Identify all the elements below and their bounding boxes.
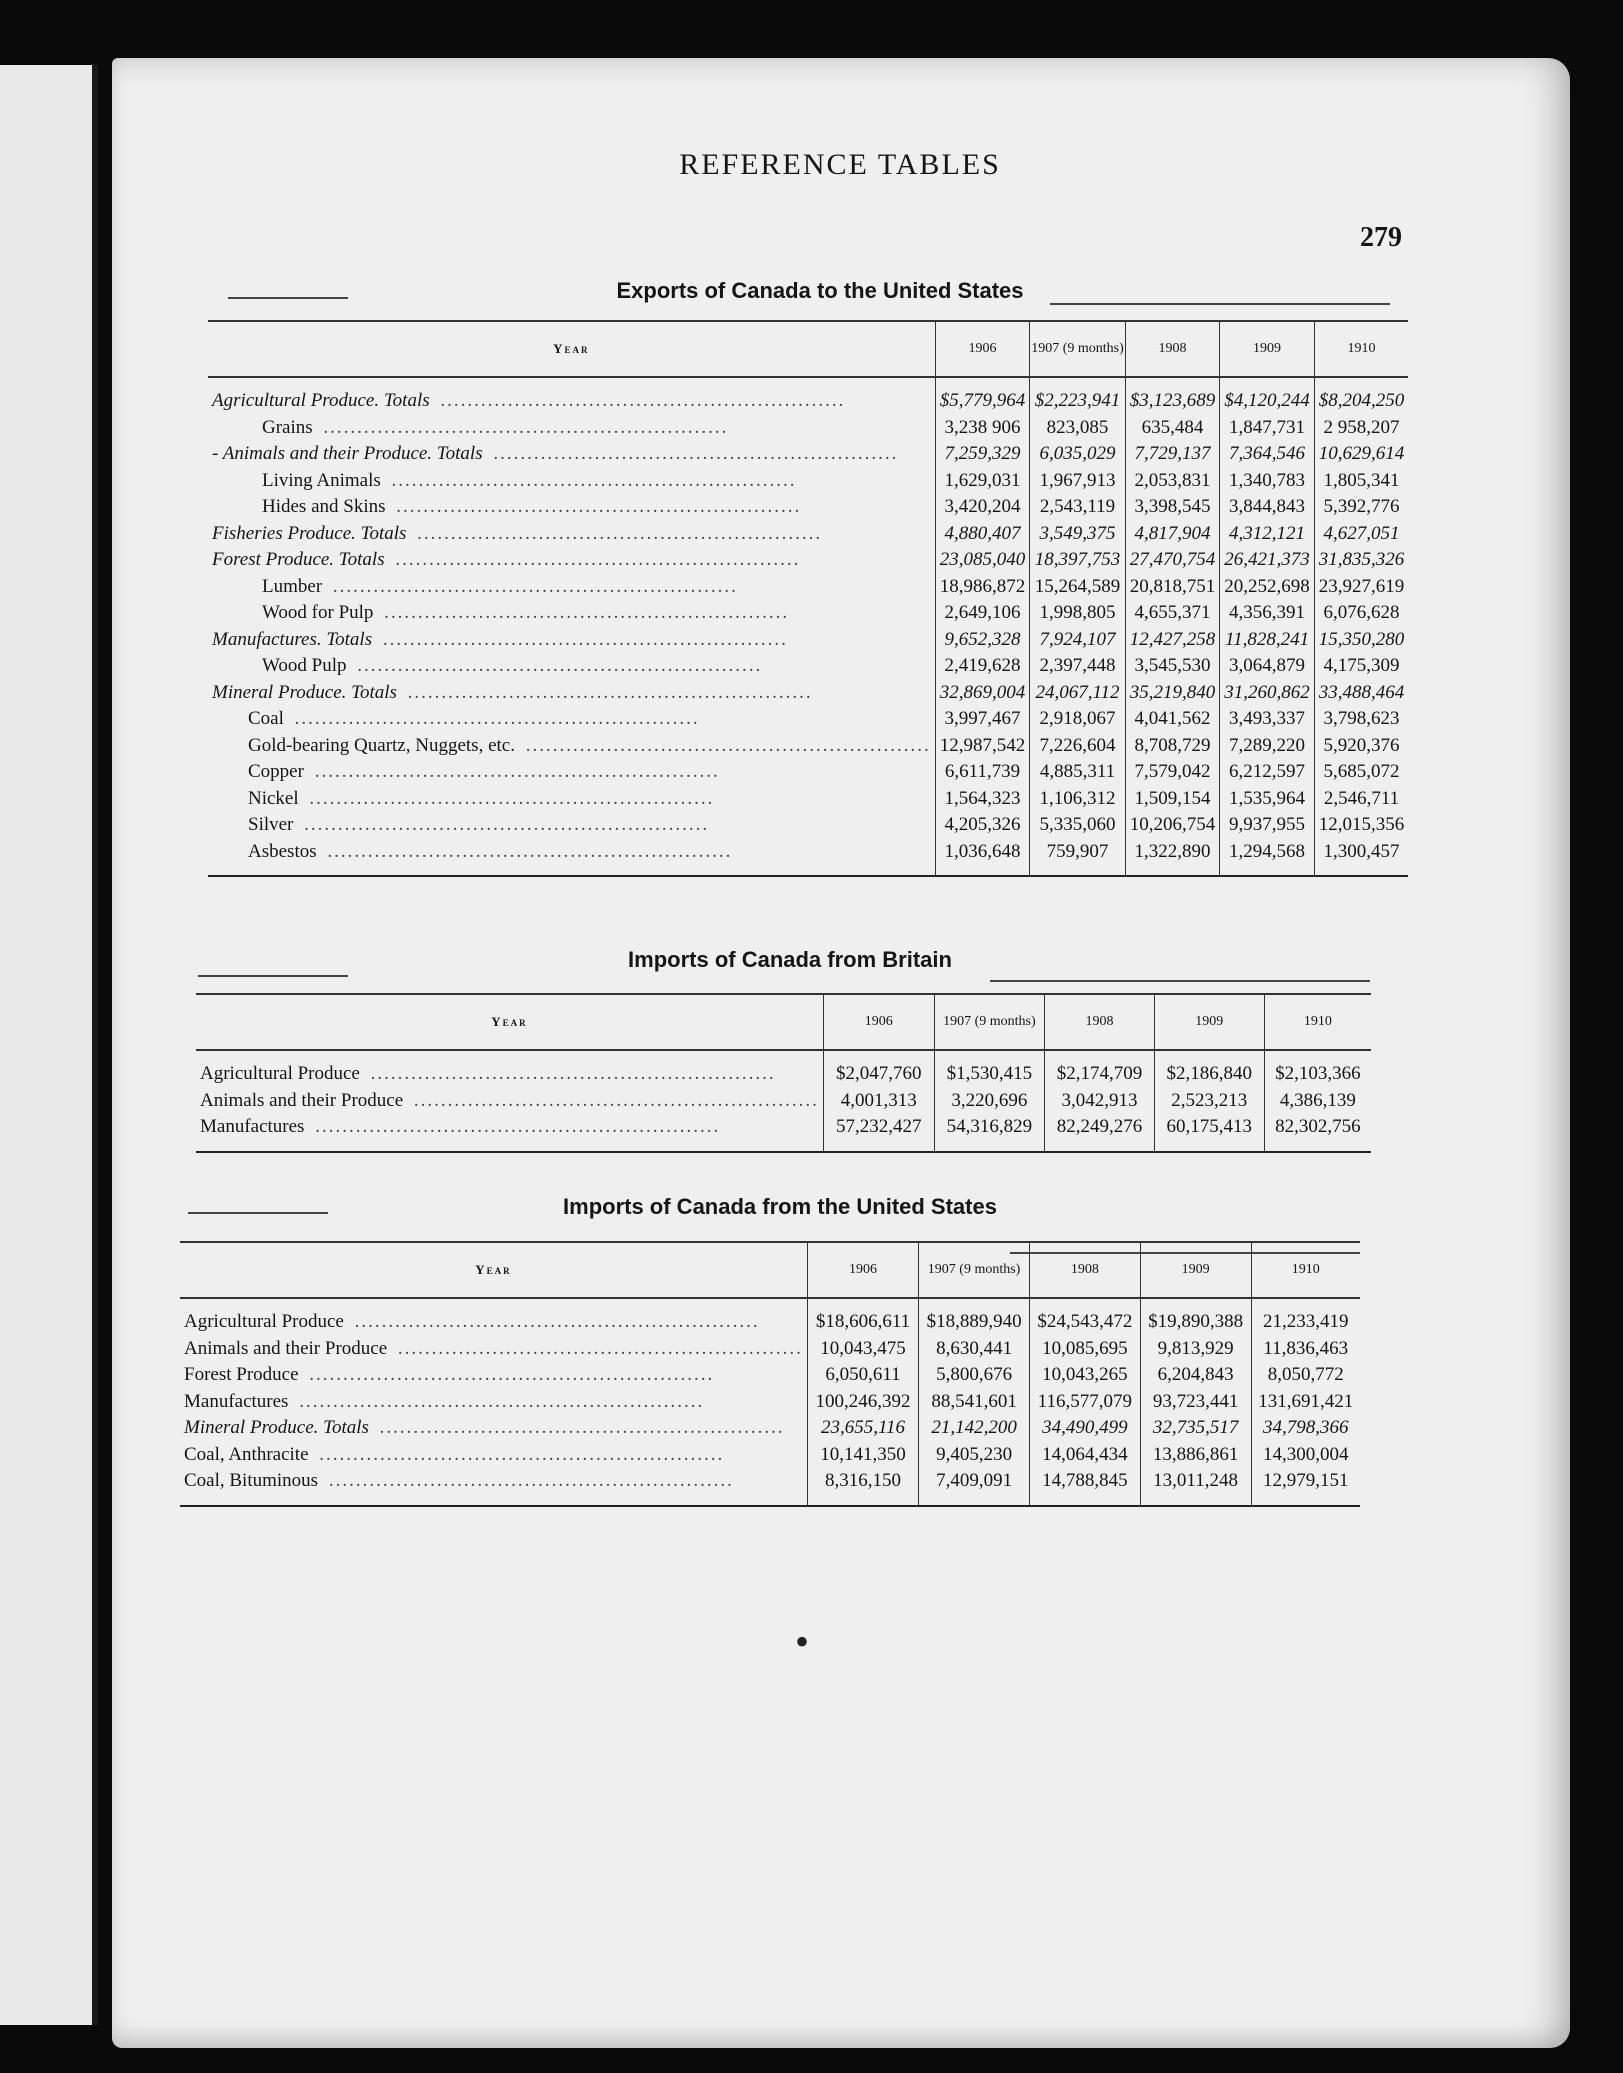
column-header: 1909 [1220, 321, 1315, 377]
table-cell: 14,300,004 [1251, 1442, 1360, 1469]
table-row [208, 759, 1408, 786]
row-label: Living Animals [262, 470, 385, 491]
table-cell: 3,238 906 [935, 415, 1030, 442]
page-number: 279 [1360, 222, 1402, 253]
table-cell: 635,484 [1125, 415, 1220, 442]
table-cell: $1,530,415 [934, 1061, 1045, 1088]
table-cell: 11,828,241 [1220, 627, 1315, 654]
table-row [208, 415, 1408, 442]
imports-britain-table [196, 993, 1371, 1153]
row-label: Agricultural Produce. Totals [212, 390, 434, 411]
table-cell: 3,997,467 [935, 706, 1030, 733]
table-cell: 4,880,407 [935, 521, 1030, 548]
table-cell: 5,800,676 [919, 1362, 1030, 1389]
leader-dots: ............................................................ [400, 681, 813, 703]
column-header: 1907 (9 months) [934, 994, 1045, 1050]
table-cell: 11,836,463 [1251, 1336, 1360, 1363]
table-cell: 7,226,604 [1030, 733, 1126, 760]
table-cell: 2,918,067 [1030, 706, 1126, 733]
leader-dots: ............................................................ [347, 1311, 760, 1332]
table-row [180, 1415, 1360, 1442]
table-cell: 15,350,280 [1314, 627, 1408, 654]
table-row [180, 1442, 1360, 1469]
leader-dots: ............................................................ [320, 840, 733, 862]
row-label: Mineral Produce. Totals [212, 682, 401, 703]
facing-page-edge [0, 65, 98, 2025]
table-cell: 33,488,464 [1314, 680, 1408, 707]
row-label: Mineral Produce. Totals [184, 1417, 373, 1438]
ink-mark: • [795, 1619, 810, 1664]
table-cell: 9,937,955 [1220, 812, 1315, 839]
leader-dots: ............................................................ [308, 1116, 721, 1137]
table-row [208, 468, 1408, 495]
table-cell: 3,042,913 [1045, 1088, 1154, 1115]
row-label: Gold-bearing Quartz, Nuggets, etc. [248, 735, 519, 756]
table-cell: 13,886,861 [1140, 1442, 1251, 1469]
title-rule-right [990, 980, 1370, 982]
title-rule-left [198, 975, 348, 977]
table-cell: 82,249,276 [1045, 1114, 1154, 1141]
title-rule-right [1050, 303, 1390, 305]
table-cell: 10,141,350 [807, 1442, 918, 1469]
leader-dots: ............................................................ [389, 496, 802, 517]
row-label: Copper [248, 761, 308, 782]
leader-dots: ............................................................ [391, 1337, 803, 1359]
table-cell: 10,085,695 [1030, 1336, 1141, 1363]
table-row [196, 1088, 1371, 1115]
table-cell: 35,219,840 [1125, 680, 1220, 707]
table-cell: 23,927,619 [1314, 574, 1408, 601]
table-cell: 6,076,628 [1314, 600, 1408, 627]
table-cell: 6,204,843 [1140, 1362, 1251, 1389]
table-cell: 10,629,614 [1314, 441, 1408, 468]
table-cell: 759,907 [1030, 839, 1126, 866]
table-cell: 4,041,562 [1125, 706, 1220, 733]
table-cell: 34,798,366 [1251, 1415, 1360, 1442]
table-cell: 10,043,475 [807, 1336, 918, 1363]
leader-dots: ............................................................ [326, 575, 738, 597]
table-cell: 4,001,313 [823, 1088, 934, 1115]
table-cell: 1,509,154 [1125, 786, 1220, 813]
leader-dots: ............................................................ [350, 655, 763, 676]
column-header: 1908 [1030, 1242, 1141, 1298]
row-label: Lumber [262, 576, 326, 597]
table-cell: $2,047,760 [823, 1061, 934, 1088]
table-cell: 1,629,031 [935, 468, 1030, 495]
table-row [180, 1336, 1360, 1363]
table-row [208, 706, 1408, 733]
leader-dots: ............................................................ [407, 1089, 819, 1111]
table-cell: 3,420,204 [935, 494, 1030, 521]
table-cell: 6,035,029 [1030, 441, 1126, 468]
table-cell: $18,889,940 [919, 1309, 1030, 1336]
leader-dots: ............................................................ [322, 1470, 734, 1491]
year-header: Year [208, 321, 935, 377]
table-cell: 2 958,207 [1314, 415, 1408, 442]
table-cell: 4,627,051 [1314, 521, 1408, 548]
table-cell: 12,987,542 [935, 733, 1030, 760]
row-label: Wood Pulp [262, 655, 351, 676]
column-header: 1908 [1045, 994, 1154, 1050]
table-cell: 3,549,375 [1030, 521, 1126, 548]
table-row [208, 600, 1408, 627]
table-cell: 9,405,230 [919, 1442, 1030, 1469]
table-cell: 3,798,623 [1314, 706, 1408, 733]
table-cell: 1,805,341 [1314, 468, 1408, 495]
table-row [208, 680, 1408, 707]
table-cell: $4,120,244 [1220, 388, 1315, 415]
row-label: Animals and their Produce [200, 1090, 407, 1111]
table-cell: $24,543,472 [1030, 1309, 1141, 1336]
table-cell: 24,067,112 [1030, 680, 1126, 707]
table-cell: 32,735,517 [1140, 1415, 1251, 1442]
table-cell: 3,064,879 [1220, 653, 1315, 680]
row-label: Animals and their Produce [184, 1338, 391, 1359]
table-row [180, 1468, 1360, 1495]
table-cell: 32,869,004 [935, 680, 1030, 707]
table-row [196, 1061, 1371, 1088]
table-row [208, 521, 1408, 548]
table-cell: 1,340,783 [1220, 468, 1315, 495]
imports-us-table [180, 1241, 1360, 1507]
table-cell: 82,302,756 [1264, 1114, 1371, 1141]
row-label: Coal [248, 708, 288, 729]
table-cell: 20,818,751 [1125, 574, 1220, 601]
table-cell: 60,175,413 [1154, 1114, 1264, 1141]
leader-dots: ............................................................ [292, 1390, 705, 1412]
table-row [208, 494, 1408, 521]
table-cell: 1,535,964 [1220, 786, 1315, 813]
table-row [208, 388, 1408, 415]
table-row [208, 441, 1408, 468]
table-cell: 1,106,312 [1030, 786, 1126, 813]
table-cell: 12,427,258 [1125, 627, 1220, 654]
table-cell: 26,421,373 [1220, 547, 1315, 574]
table-row [208, 839, 1408, 866]
table-cell: 1,300,457 [1314, 839, 1408, 866]
table-cell: $3,123,689 [1125, 388, 1220, 415]
table-cell: 1,322,890 [1125, 839, 1220, 866]
table-cell: $19,890,388 [1140, 1309, 1251, 1336]
table-cell: 8,050,772 [1251, 1362, 1360, 1389]
leader-dots: ............................................................ [388, 549, 801, 570]
table-row [208, 786, 1408, 813]
table-row [208, 812, 1408, 839]
row-label: Manufactures. Totals [212, 629, 376, 650]
row-label: Agricultural Produce [200, 1063, 364, 1084]
table-cell: $2,174,709 [1045, 1061, 1154, 1088]
leader-dots: ............................................................ [302, 1364, 715, 1385]
table-cell: 7,579,042 [1125, 759, 1220, 786]
table-cell: 131,691,421 [1251, 1389, 1360, 1416]
table-cell: 3,844,843 [1220, 494, 1315, 521]
table-cell: 10,043,265 [1030, 1362, 1141, 1389]
table-cell: 12,015,356 [1314, 812, 1408, 839]
table-cell: 3,220,696 [934, 1088, 1045, 1115]
table-cell: 1,036,648 [935, 839, 1030, 866]
running-head: REFERENCE TABLES [679, 148, 1001, 181]
table-cell: 1,847,731 [1220, 415, 1315, 442]
table-cell: 7,289,220 [1220, 733, 1315, 760]
table-cell: 31,260,862 [1220, 680, 1315, 707]
table-cell: 34,490,499 [1030, 1415, 1141, 1442]
table-cell: 13,011,248 [1140, 1468, 1251, 1495]
table-cell: 4,312,121 [1220, 521, 1315, 548]
table-cell: 2,523,213 [1154, 1088, 1264, 1115]
leader-dots: ............................................................ [518, 734, 931, 756]
table-cell: 93,723,441 [1140, 1389, 1251, 1416]
leader-dots: ............................................................ [297, 814, 710, 835]
row-label: Nickel [248, 788, 303, 809]
table-cell: 3,545,530 [1125, 653, 1220, 680]
table-cell: 18,397,753 [1030, 547, 1126, 574]
title-rule-left [228, 297, 348, 299]
table-cell: 8,630,441 [919, 1336, 1030, 1363]
table-row [180, 1362, 1360, 1389]
exports-us-title: Exports of Canada to the United States [616, 278, 1024, 303]
table-row [208, 627, 1408, 654]
column-header: 1906 [935, 321, 1030, 377]
column-header: 1907 (9 months) [1030, 321, 1126, 377]
leader-dots: ............................................................ [384, 469, 797, 491]
row-label: Hides and Skins [262, 496, 390, 517]
table-cell: 6,212,597 [1220, 759, 1315, 786]
table-cell: 10,206,754 [1125, 812, 1220, 839]
table-cell: 1,967,913 [1030, 468, 1126, 495]
table-cell: 116,577,079 [1030, 1389, 1141, 1416]
table-row [196, 1114, 1371, 1141]
table-cell: 5,392,776 [1314, 494, 1408, 521]
row-label: - Animals and their Produce. Totals [212, 443, 487, 464]
table-cell: 2,649,106 [935, 600, 1030, 627]
table-cell: 4,817,904 [1125, 521, 1220, 548]
table-cell: 9,813,929 [1140, 1336, 1251, 1363]
leader-dots: ............................................................ [287, 708, 700, 729]
leader-dots: ............................................................ [302, 787, 715, 809]
leader-dots: ............................................................ [377, 602, 790, 623]
table-cell: 4,356,391 [1220, 600, 1315, 627]
table-cell: 2,543,119 [1030, 494, 1126, 521]
table-cell: 5,335,060 [1030, 812, 1126, 839]
table-cell: 7,729,137 [1125, 441, 1220, 468]
table-cell: 7,924,107 [1030, 627, 1126, 654]
table-row [208, 653, 1408, 680]
leader-dots: ............................................................ [376, 628, 788, 650]
table-cell: 54,316,829 [934, 1114, 1045, 1141]
table-cell: 31,835,326 [1314, 547, 1408, 574]
table-cell: $5,779,964 [935, 388, 1030, 415]
imports-us-title: Imports of Canada from the United States [563, 1194, 997, 1219]
table-cell: 1,998,805 [1030, 600, 1126, 627]
row-label: Coal, Anthracite [184, 1444, 313, 1465]
row-label: Forest Produce. Totals [212, 549, 389, 570]
row-label: Silver [248, 814, 297, 835]
table-cell: 57,232,427 [823, 1114, 934, 1141]
row-label: Grains [262, 417, 317, 438]
leader-dots: ............................................................ [312, 1443, 725, 1465]
table-cell: 6,611,739 [935, 759, 1030, 786]
table-cell: 2,419,628 [935, 653, 1030, 680]
table-cell: 18,986,872 [935, 574, 1030, 601]
table-row [180, 1309, 1360, 1336]
table-cell: 5,920,376 [1314, 733, 1408, 760]
table-cell: 4,175,309 [1314, 653, 1408, 680]
table-cell: 9,652,328 [935, 627, 1030, 654]
leader-dots: ............................................................ [316, 416, 729, 438]
table-cell: 27,470,754 [1125, 547, 1220, 574]
table-cell: 20,252,698 [1220, 574, 1315, 601]
row-label: Wood for Pulp [262, 602, 377, 623]
table-cell: 2,053,831 [1125, 468, 1220, 495]
column-header: 1908 [1125, 321, 1220, 377]
table-cell: 4,655,371 [1125, 600, 1220, 627]
table-cell: 14,064,434 [1030, 1442, 1141, 1469]
leader-dots: ............................................................ [307, 761, 720, 782]
leader-dots: ............................................................ [433, 390, 846, 411]
table-cell: 7,409,091 [919, 1468, 1030, 1495]
table-cell: 823,085 [1030, 415, 1126, 442]
table-cell: 23,655,116 [807, 1415, 918, 1442]
title-rule-left [188, 1212, 328, 1214]
table-cell: 21,142,200 [919, 1415, 1030, 1442]
table-cell: $2,103,366 [1264, 1061, 1371, 1088]
row-label: Forest Produce [184, 1364, 303, 1385]
table-cell: $2,186,840 [1154, 1061, 1264, 1088]
table-row [208, 574, 1408, 601]
row-label: Coal, Bituminous [184, 1470, 322, 1491]
column-header: 1906 [823, 994, 934, 1050]
column-header: 1906 [807, 1242, 918, 1298]
table-cell: 14,788,845 [1030, 1468, 1141, 1495]
table-cell: 3,493,337 [1220, 706, 1315, 733]
table-cell: 2,546,711 [1314, 786, 1408, 813]
table-cell: 6,050,611 [807, 1362, 918, 1389]
table-cell: 12,979,151 [1251, 1468, 1360, 1495]
table-cell: 7,259,329 [935, 441, 1030, 468]
table-cell: 4,386,139 [1264, 1088, 1371, 1115]
table-cell: 3,398,545 [1125, 494, 1220, 521]
row-label: Manufactures [184, 1391, 292, 1412]
table-row [208, 733, 1408, 760]
leader-dots: ............................................................ [363, 1063, 776, 1084]
table-cell: 21,233,419 [1251, 1309, 1360, 1336]
column-header: 1909 [1154, 994, 1264, 1050]
table-cell: 88,541,601 [919, 1389, 1030, 1416]
table-row [180, 1389, 1360, 1416]
table-cell: 5,685,072 [1314, 759, 1408, 786]
leader-dots: ............................................................ [410, 522, 823, 544]
table-cell: 15,264,589 [1030, 574, 1126, 601]
column-header: 1910 [1251, 1242, 1360, 1298]
table-cell: $2,223,941 [1030, 388, 1126, 415]
table-cell: 8,708,729 [1125, 733, 1220, 760]
column-header: 1910 [1314, 321, 1408, 377]
table-cell: $18,606,611 [807, 1309, 918, 1336]
table-cell: 2,397,448 [1030, 653, 1126, 680]
table-row [208, 547, 1408, 574]
column-header: 1909 [1140, 1242, 1251, 1298]
leader-dots: ............................................................ [486, 443, 899, 464]
row-label: Agricultural Produce [184, 1311, 348, 1332]
table-cell: 4,885,311 [1030, 759, 1126, 786]
table-cell: 23,085,040 [935, 547, 1030, 574]
leader-dots: ............................................................ [372, 1417, 785, 1438]
table-cell: 8,316,150 [807, 1468, 918, 1495]
year-header: Year [196, 994, 823, 1050]
imports-britain-title: Imports of Canada from Britain [628, 947, 952, 972]
table-cell: 1,294,568 [1220, 839, 1315, 866]
row-label: Fisheries Produce. Totals [212, 523, 410, 544]
year-header: Year [180, 1242, 807, 1298]
table-cell: 100,246,392 [807, 1389, 918, 1416]
row-label: Asbestos [248, 841, 321, 862]
table-cell: $8,204,250 [1314, 388, 1408, 415]
exports-us-table [208, 320, 1408, 877]
table-cell: 1,564,323 [935, 786, 1030, 813]
column-header: 1907 (9 months) [919, 1242, 1030, 1298]
column-header: 1910 [1264, 994, 1371, 1050]
row-label: Manufactures [200, 1116, 308, 1137]
table-cell: 4,205,326 [935, 812, 1030, 839]
table-cell: 7,364,546 [1220, 441, 1315, 468]
